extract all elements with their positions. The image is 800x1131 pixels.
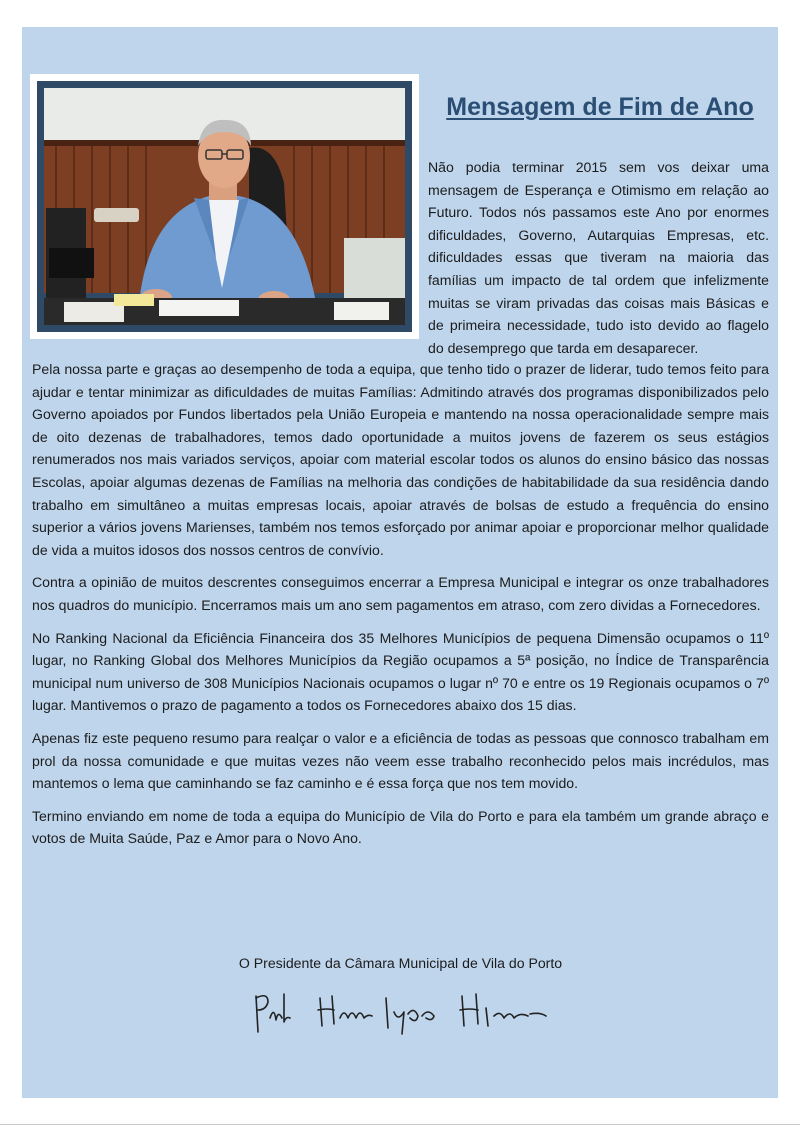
body-paragraph: Contra a opinião de muitos descrentes conseguimos encerrar a Empresa Municipal e integrar os onze trabalhadores nos quadros do município. Encerramos mais um ano sem pagamentos em atraso, com zero dividas a Fornecedores. (32, 574, 769, 613)
body-paragraph: Apenas fiz este pequeno resumo para realçar o valor e a eficiência de todas as pessoas que connosco trabalham em prol da nossa comunidade e que muitas vezes não veem esse trabalho reconhecido pelos mais incrédulos, mas mantemos o lema que caminhando se faz caminho e é essa força que nos tem movido. (32, 729, 769, 792)
president-photo (44, 88, 405, 325)
page-title: Mensagem de Fim de Ano (446, 93, 754, 121)
handwritten-signature (248, 988, 558, 1038)
president-photo-border (37, 81, 412, 332)
body-paragraph: No Ranking Nacional da Eficiência Financeira dos 35 Melhores Municípios de pequena Dimensão ocupamos o 11º lugar, no Ranking Global dos Melhores Municípios da Região ocupamos a 5ª posição, no Índice de Transparência municipal num universo de 308 Municípios Nacionais ocupamos o lugar nº 70 e entre os 19 Regionais ocupamos o 7º lugar. Mantivemos o prazo de pagamento a todos os Fornecedores abaixo dos 15 dias. (32, 629, 769, 714)
message-body (32, 358, 769, 860)
body-paragraph: Termino enviando em nome de toda a equipa do Município de Vila do Porto e para ela também um grande abraço e votos de Muita Saúde, Paz e Amor para o Novo Ano. (32, 807, 769, 847)
signature-caption: O Presidente da Câmara Municipal de Vila do Porto (238, 955, 563, 971)
page-bottom-rule (0, 1124, 800, 1125)
intro-paragraph: Não podia terminar 2015 sem vos deixar uma mensagem de Esperança e Otimismo em relação ao Futuro. Todos nós passamos este Ano por enormes dificuldades, Governo, Autarquias Empresas, etc. dificuldades essas que tiveram na maioria das famílias um impacto de tal ordem que infelizmente muitas se viram privadas das coisas mais Básicas e de primeira necessidade, tudo isto devido ao flagelo do desemprego que tarda em desaparecer. (428, 159, 769, 356)
president-photo-frame (30, 74, 419, 339)
body-paragraph: Pela nossa parte e graças ao desempenho de toda a equipa, que tenho tido o prazer de liderar, tudo temos feito para ajudar e tentar minimizar as dificuldades de muitas Famílias: Admitindo através dos programas disponibilizados pelo Governo apoiados por Fundos libertados pela União Europeia e mantendo na nossa operacionalidade sempre mais de oito dezenas de trabalhadores, temos dado oportunidade a muitos jovens de fazerem os seus estágios renumerados nos mais variados serviços, apoiar com material escolar todos os alunos do ensino básico das nossas Escolas, apoiar algumas dezenas de Famílias na melhoria das condições de habitabilidade da sua residência dando trabalho em simultâneo a muitas empresas locais, apoiar através de bolsas de estudo a frequência do ensino superior a vários jovens Marienses, também nos temos esforçado por animar apoiar e proporcionar melhor qualidade de vida a muitos idosos dos nossos centros de convívio. (32, 361, 769, 558)
